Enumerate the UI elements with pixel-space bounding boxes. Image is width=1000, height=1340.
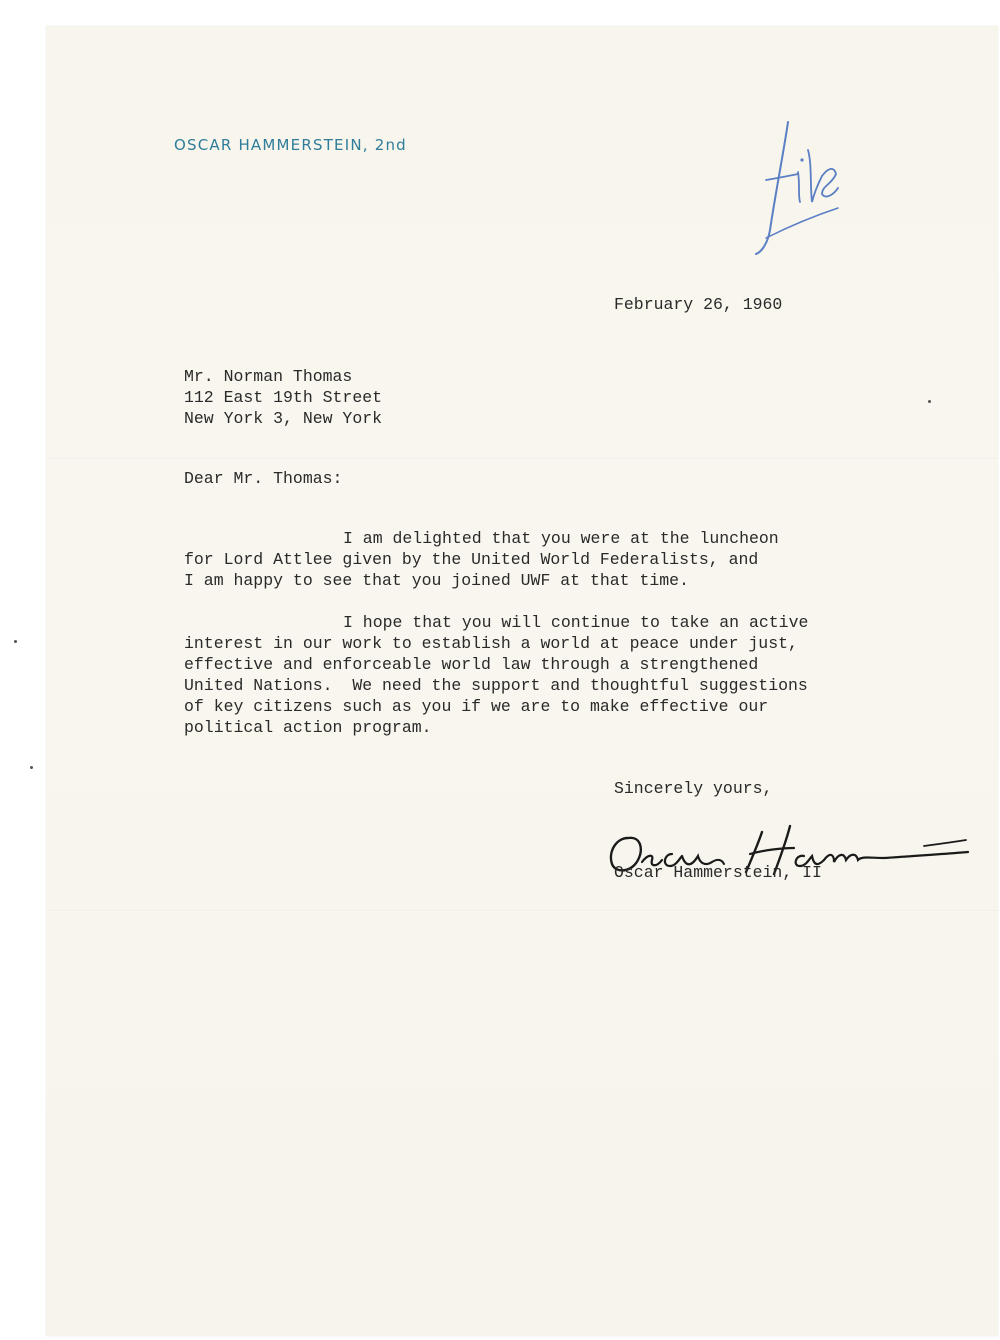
paragraph-2-line-4: United Nations. We need the support and thoughtful suggestions (184, 676, 808, 695)
letter-date: February 26, 1960 (614, 295, 783, 314)
recipient-city: New York 3, New York (184, 409, 383, 428)
typed-signature-name: Oscar Hammerstein, II (614, 863, 822, 882)
paragraph-1-line-1: I am delighted that you were at the luncheon (343, 529, 779, 548)
paragraph-2-line-3: effective and enforceable world law through a strengthened (184, 655, 759, 674)
letter-page (46, 26, 998, 1336)
paragraph-1-line-3: I am happy to see that you joined UWF at that time. (184, 571, 689, 590)
paragraph-2-line-1: I hope that you will continue to take an active (343, 613, 809, 632)
paper-speck (928, 400, 931, 403)
letterhead: OSCAR HAMMERSTEIN, 2nd (174, 136, 407, 154)
paragraph-2-line-5: of key citizens such as you if we are to make effective our (184, 697, 769, 716)
paragraph-1-line-2: for Lord Attlee given by the United World Federalists, and (184, 550, 759, 569)
scan-speck (14, 640, 17, 643)
scan-speck (30, 766, 33, 769)
file-annotation-handwriting (726, 110, 846, 260)
paragraph-2-line-2: interest in our work to establish a world at peace under just, (184, 634, 798, 653)
fold-line (46, 910, 998, 912)
closing: Sincerely yours, (614, 779, 773, 798)
recipient-street: 112 East 19th Street (184, 388, 383, 407)
salutation: Dear Mr. Thomas: (184, 469, 343, 488)
paragraph-2-line-6: political action program. (184, 718, 432, 737)
fold-line (46, 458, 998, 460)
recipient-name: Mr. Norman Thomas (184, 367, 353, 386)
